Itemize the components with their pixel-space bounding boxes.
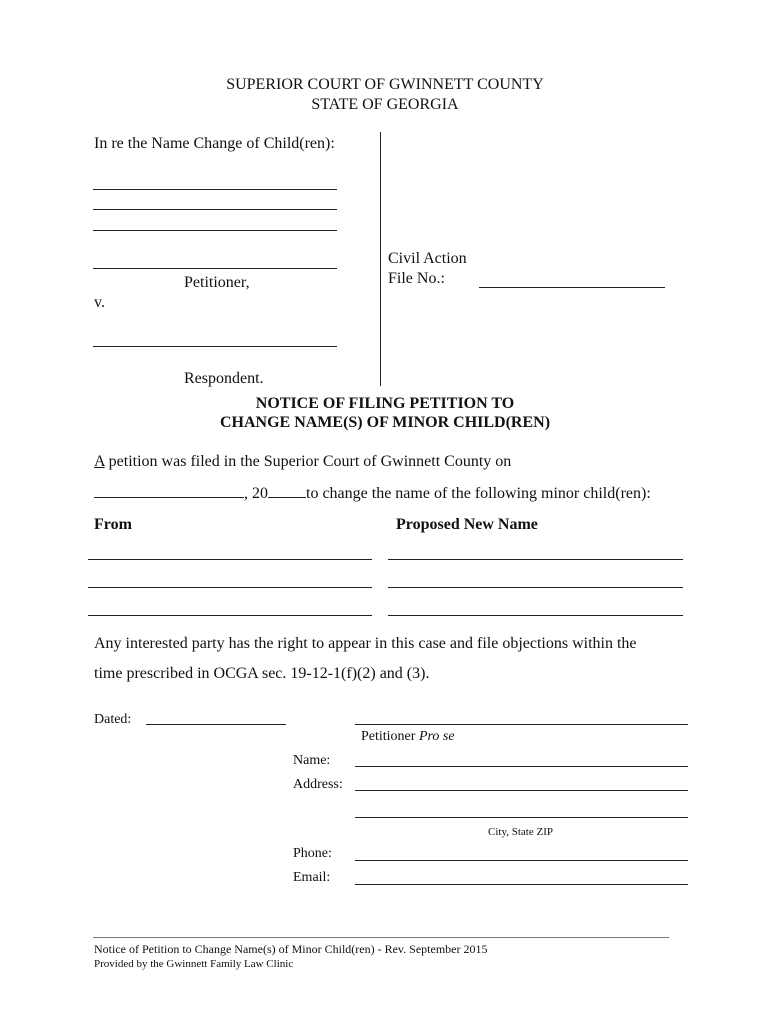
notice-title-line-2: CHANGE NAME(S) OF MINOR CHILD(REN) <box>219 414 551 431</box>
dated-field[interactable] <box>146 724 286 725</box>
caption-divider <box>380 132 381 386</box>
file-no-label: File No.: <box>388 270 445 287</box>
address-field-1[interactable] <box>355 790 688 791</box>
from-name-line-3[interactable] <box>88 615 372 616</box>
petition-filed-text <box>94 453 511 471</box>
pro-se-text: Pro se <box>418 729 455 744</box>
from-name-line-1[interactable] <box>88 559 372 560</box>
email-field[interactable] <box>355 884 688 885</box>
respondent-label: Respondent. <box>184 370 264 387</box>
address-label: Address: <box>293 777 343 792</box>
civil-action-label: Civil Action <box>388 250 467 267</box>
city-state-zip-label: City, State ZIP <box>488 826 553 838</box>
child-name-line-2[interactable] <box>93 209 337 210</box>
filing-date-comma-year: , 20 <box>244 485 268 502</box>
proposed-name-line-3[interactable] <box>388 615 683 616</box>
filing-date-rest: to change the name of the following minor child(ren): <box>306 485 651 502</box>
name-field[interactable] <box>355 766 688 767</box>
dated-label: Dated: <box>94 712 132 727</box>
petitioner-label: Petitioner, <box>184 274 250 291</box>
phone-field[interactable] <box>355 860 688 861</box>
court-state: STATE OF GEORGIA <box>311 96 459 113</box>
file-no-field[interactable] <box>479 287 665 288</box>
petitioner-signature-line[interactable] <box>355 724 688 725</box>
child-name-line-3[interactable] <box>93 230 337 231</box>
respondent-name-line[interactable] <box>93 346 337 347</box>
proposed-name-line-1[interactable] <box>388 559 683 560</box>
phone-label: Phone: <box>293 846 332 861</box>
petitioner-name-line[interactable] <box>93 268 337 269</box>
proposed-name-column-label: Proposed New Name <box>396 516 538 533</box>
footer-provider: Provided by the Gwinnett Family Law Clinic <box>94 958 294 970</box>
court-name: SUPERIOR COURT OF GWINNETT COUNTY <box>226 76 544 93</box>
objection-text-line-2: time prescribed in OCGA sec. 19-12-1(f)(2) and (3). <box>94 665 430 682</box>
petitioner-sig-text: Petitioner <box>361 729 419 744</box>
footer-revision: Notice of Petition to Change Name(s) of Minor Child(ren) - Rev. September 2015 <box>94 942 488 956</box>
from-name-line-2[interactable] <box>88 587 372 588</box>
petition-first-letter: A <box>94 453 105 470</box>
in-re-label: In re the Name Change of Child(ren): <box>94 135 335 152</box>
versus-label: v. <box>94 294 105 311</box>
filing-date-field[interactable] <box>94 483 244 498</box>
email-label: Email: <box>293 870 331 885</box>
filing-year-field[interactable] <box>268 483 306 498</box>
from-column-label: From <box>94 516 132 533</box>
notice-title-line-1: NOTICE OF FILING PETITION TO <box>255 395 515 412</box>
petitioner-pro-se-label <box>361 729 455 745</box>
child-name-line-1[interactable] <box>93 189 337 190</box>
filing-date-row <box>94 483 651 503</box>
address-field-2[interactable] <box>355 817 688 818</box>
petition-filed-rest: petition was filed in the Superior Court of Gwinnett County on <box>104 453 512 470</box>
name-label: Name: <box>293 753 331 768</box>
objection-text-line-1: Any interested party has the right to appear in this case and file objections within the <box>94 635 637 652</box>
footer-rule <box>93 937 669 938</box>
proposed-name-line-2[interactable] <box>388 587 683 588</box>
